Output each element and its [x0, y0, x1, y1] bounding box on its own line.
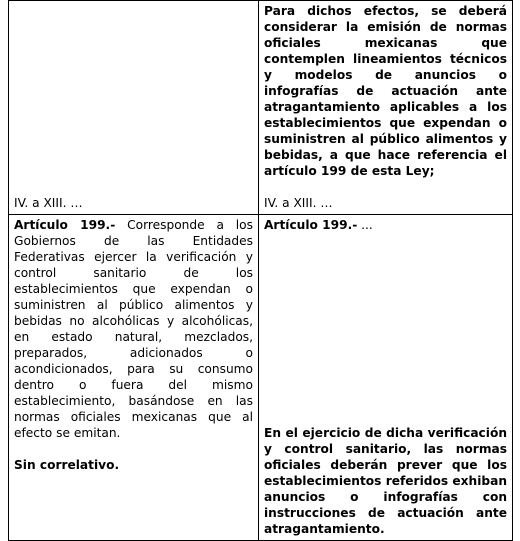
current-text-cell — [9, 1, 259, 215]
fraction-range-text: IV. a XIII. … — [14, 196, 83, 210]
table-row — [9, 1, 513, 215]
current-text-cell — [9, 215, 259, 541]
spacer — [264, 233, 507, 425]
article-body: Corresponde a los Gobiernos de las Entidades Federativas ejercer la verificación y control sanitario de los establecimientos que expendan o suministren al público alimentos y bebidas no alcohólicas y alcohólicas, en estado natural, mezclados, preparados, adicionados o acondicionados, para su consumo dentro o fuera del mismo establecimiento, basándose en las normas oficiales mexicanas que al efecto se emitan. — [14, 218, 253, 440]
article-label: Artículo 199.- — [264, 218, 358, 232]
proposed-paragraph: Para dichos efectos, se deberá considerar la emisión de normas oficiales mexicanas que contemplen lineamientos técnicos y modelos de anuncios o infografías de actuación ante atragantamiento aplicables a los establecimientos que expendan o suministren al público alimentos y bebidas, a que hace referencia el artículo 199 de esta Ley; — [264, 4, 507, 178]
article-body: ... — [357, 218, 373, 232]
no-correlative-note: Sin correlativo. — [14, 458, 120, 472]
table-row — [9, 215, 513, 541]
article-label: Artículo 199.- — [14, 218, 116, 232]
proposed-paragraph: En el ejercicio de dicha verificación y control sanitario, las normas oficiales deberán prever que los establecimientos referidos exhiban anuncios o infografías con instrucciones de actuación ante atragantamiento. — [264, 426, 507, 536]
proposed-text-cell — [259, 1, 513, 215]
article-paragraph — [264, 217, 507, 233]
fraction-range-text: IV. a XIII. … — [264, 196, 333, 210]
spacer — [14, 441, 253, 457]
proposed-text-cell — [259, 215, 513, 541]
article-paragraph — [14, 217, 253, 441]
comparison-table — [8, 0, 513, 541]
